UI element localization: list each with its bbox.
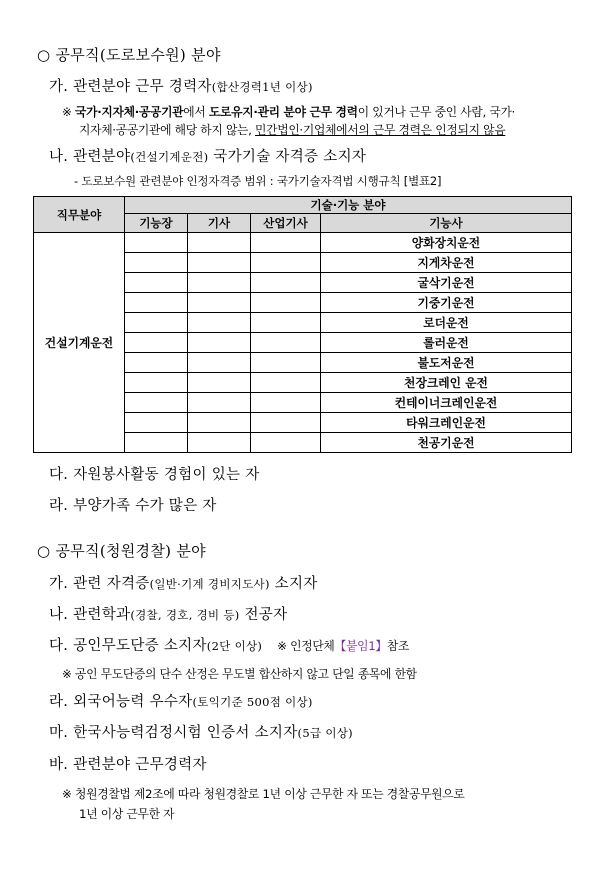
table-row-craftsman: 양화장치운전: [321, 233, 572, 253]
table-cell: [188, 253, 251, 273]
table-cell: [125, 233, 188, 253]
section2-item-ra-note: (토익기준 500점 이상): [192, 695, 313, 709]
section2-item-ga-tail: 소지자: [269, 576, 318, 592]
table-row-craftsman: 불도저운전: [321, 353, 572, 373]
field-cell: 건설기계운전: [34, 233, 125, 453]
scope-text: - 도로보수원 관련분야 인정자격증 범위 : 국가기술자격법 시행규칙 [별표2]: [74, 174, 442, 188]
table-cell: [188, 353, 251, 373]
section1-note1-line2: [79, 121, 505, 138]
section1-item-na-tail: 국가기술 자격증 소지자: [208, 149, 367, 165]
section2-note-da: ※ 공인 무도단증의 단수 산정은 무도별 합산하지 않고 단일 종목에 한함: [62, 667, 417, 681]
table-cell: [125, 273, 188, 293]
table-row-craftsman: 컨테이너크레인운전: [321, 393, 572, 413]
note1-plain1: 에서: [183, 105, 209, 119]
section2-item-ba: 바. 관련분야 근무경력자: [49, 757, 207, 773]
section2-item-da-ref3: 참조: [386, 639, 410, 653]
note-mark: ※: [62, 105, 72, 119]
table-row-craftsman: 타워크레인운전: [321, 413, 572, 433]
section2-item-na: [49, 603, 287, 624]
table-cell: [125, 293, 188, 313]
section1-item-ga-note: (합산경력1년 이상): [211, 80, 313, 94]
section1-item-na: [49, 145, 366, 166]
section1-heading: ○ 공무직(도로보수원) 분야: [37, 46, 221, 64]
table-cell: [125, 333, 188, 353]
appendix-link[interactable]: 【붙임1】: [334, 639, 387, 653]
section2-item-ra-main: 라. 외국어능력 우수자: [49, 694, 193, 710]
section2-item-ra: [49, 690, 313, 711]
table-cell: [251, 273, 321, 293]
section1-item-ga: [49, 75, 313, 96]
header-col-master: 기능장: [125, 214, 188, 233]
note1-line2-plain: 지자체·공공기관에 해당 하지 않는,: [79, 123, 256, 137]
section2-item-na-main: 나. 관련학과: [49, 607, 131, 623]
section2-item-ga-main: 가. 관련 자격증: [49, 576, 150, 592]
table-cell: [251, 353, 321, 373]
table-row-craftsman: 롤러운전: [321, 333, 572, 353]
table-cell: [125, 433, 188, 453]
table-cell: [188, 333, 251, 353]
table-row-craftsman: 기중기운전: [321, 293, 572, 313]
table-cell: [188, 433, 251, 453]
section1-item-da: 다. 자원봉사활동 경험이 있는 자: [49, 467, 260, 483]
table-cell: [251, 333, 321, 353]
table-cell: [251, 313, 321, 333]
qualification-table: [33, 196, 572, 453]
header-col-craftsman: 기능사: [321, 214, 572, 233]
note1-plain2: 이 있거나 근무 중인 사람, 국가·: [357, 105, 516, 119]
section1-item-ra: 라. 부양가족 수가 많은 자: [49, 498, 217, 514]
table-cell: [125, 413, 188, 433]
section2-item-da: [49, 634, 409, 655]
section2-note-ba-line2: 1년 이상 근무한 자: [79, 807, 175, 821]
section2-item-ga-note: (일반·기계 경비지도사): [149, 577, 270, 591]
table-cell: [188, 233, 251, 253]
table-row-craftsman: 로더운전: [321, 313, 572, 333]
table-cell: [188, 413, 251, 433]
section2-item-na-note: (경찰, 경호, 경비 등): [130, 608, 240, 622]
table-cell: [251, 413, 321, 433]
table-row-craftsman: 굴삭기운전: [321, 273, 572, 293]
section2-item-ma-main: 마. 한국사능력검정시험 인증서 소지자: [49, 725, 298, 741]
header-col-industrial-engineer: 산업기사: [251, 214, 321, 233]
section2-note-ba-line1: ※ 청원경찰법 제2조에 따라 청원경찰로 1년 이상 근무한 자 또는 경찰공무원으로: [62, 787, 465, 801]
section2-item-da-ref1: ※ 인정단체: [277, 639, 335, 653]
section2-item-ma-note: (5급 이상): [297, 726, 353, 740]
note1-line2-underline: 민간법인·기업체에서의 근무 경력은 인정되지 않음: [255, 123, 506, 137]
section2-heading: ○ 공무직(청원경찰) 분야: [37, 542, 206, 560]
section2-item-na-tail: 전공자: [239, 607, 288, 623]
table-cell: [188, 273, 251, 293]
table-cell: [251, 433, 321, 453]
table-cell: [125, 313, 188, 333]
header-col-engineer: 기사: [188, 214, 251, 233]
table-cell: [125, 353, 188, 373]
table-cell: [188, 373, 251, 393]
table-row-craftsman: 지게차운전: [321, 253, 572, 273]
table-cell: [251, 373, 321, 393]
table-cell: [125, 393, 188, 413]
table-cell: [188, 293, 251, 313]
table-cell: [125, 253, 188, 273]
table-cell: [251, 393, 321, 413]
table-cell: [188, 313, 251, 333]
table-cell: [251, 233, 321, 253]
table-row-craftsman: 천장크레인 운전: [321, 373, 572, 393]
table-cell: [188, 393, 251, 413]
table-cell: [251, 253, 321, 273]
header-field: 직무분야: [34, 197, 125, 233]
table-cell: [125, 373, 188, 393]
note1-bold2: 도로유지·관리 분야 근무 경력: [208, 105, 358, 119]
table-row-craftsman: 천공기운전: [321, 433, 572, 453]
section1-item-na-main: 나. 관련분야: [49, 149, 131, 165]
note1-bold1: 국가·지자체·공공기관: [75, 105, 184, 119]
table-cell: [251, 293, 321, 313]
section1-note1-line1: [62, 103, 515, 120]
section2-item-ma: [49, 721, 353, 742]
section1-item-na-note: (건설기계운전): [130, 150, 209, 164]
section2-item-da-note: (2단 이상): [206, 639, 263, 653]
section1-item-ga-main: 가. 관련분야 근무 경력자: [49, 79, 212, 95]
section2-item-ga: [49, 572, 318, 593]
section2-item-da-main: 다. 공인무도단증 소지자: [49, 638, 207, 654]
header-group: 기술·기능 분야: [125, 197, 572, 214]
